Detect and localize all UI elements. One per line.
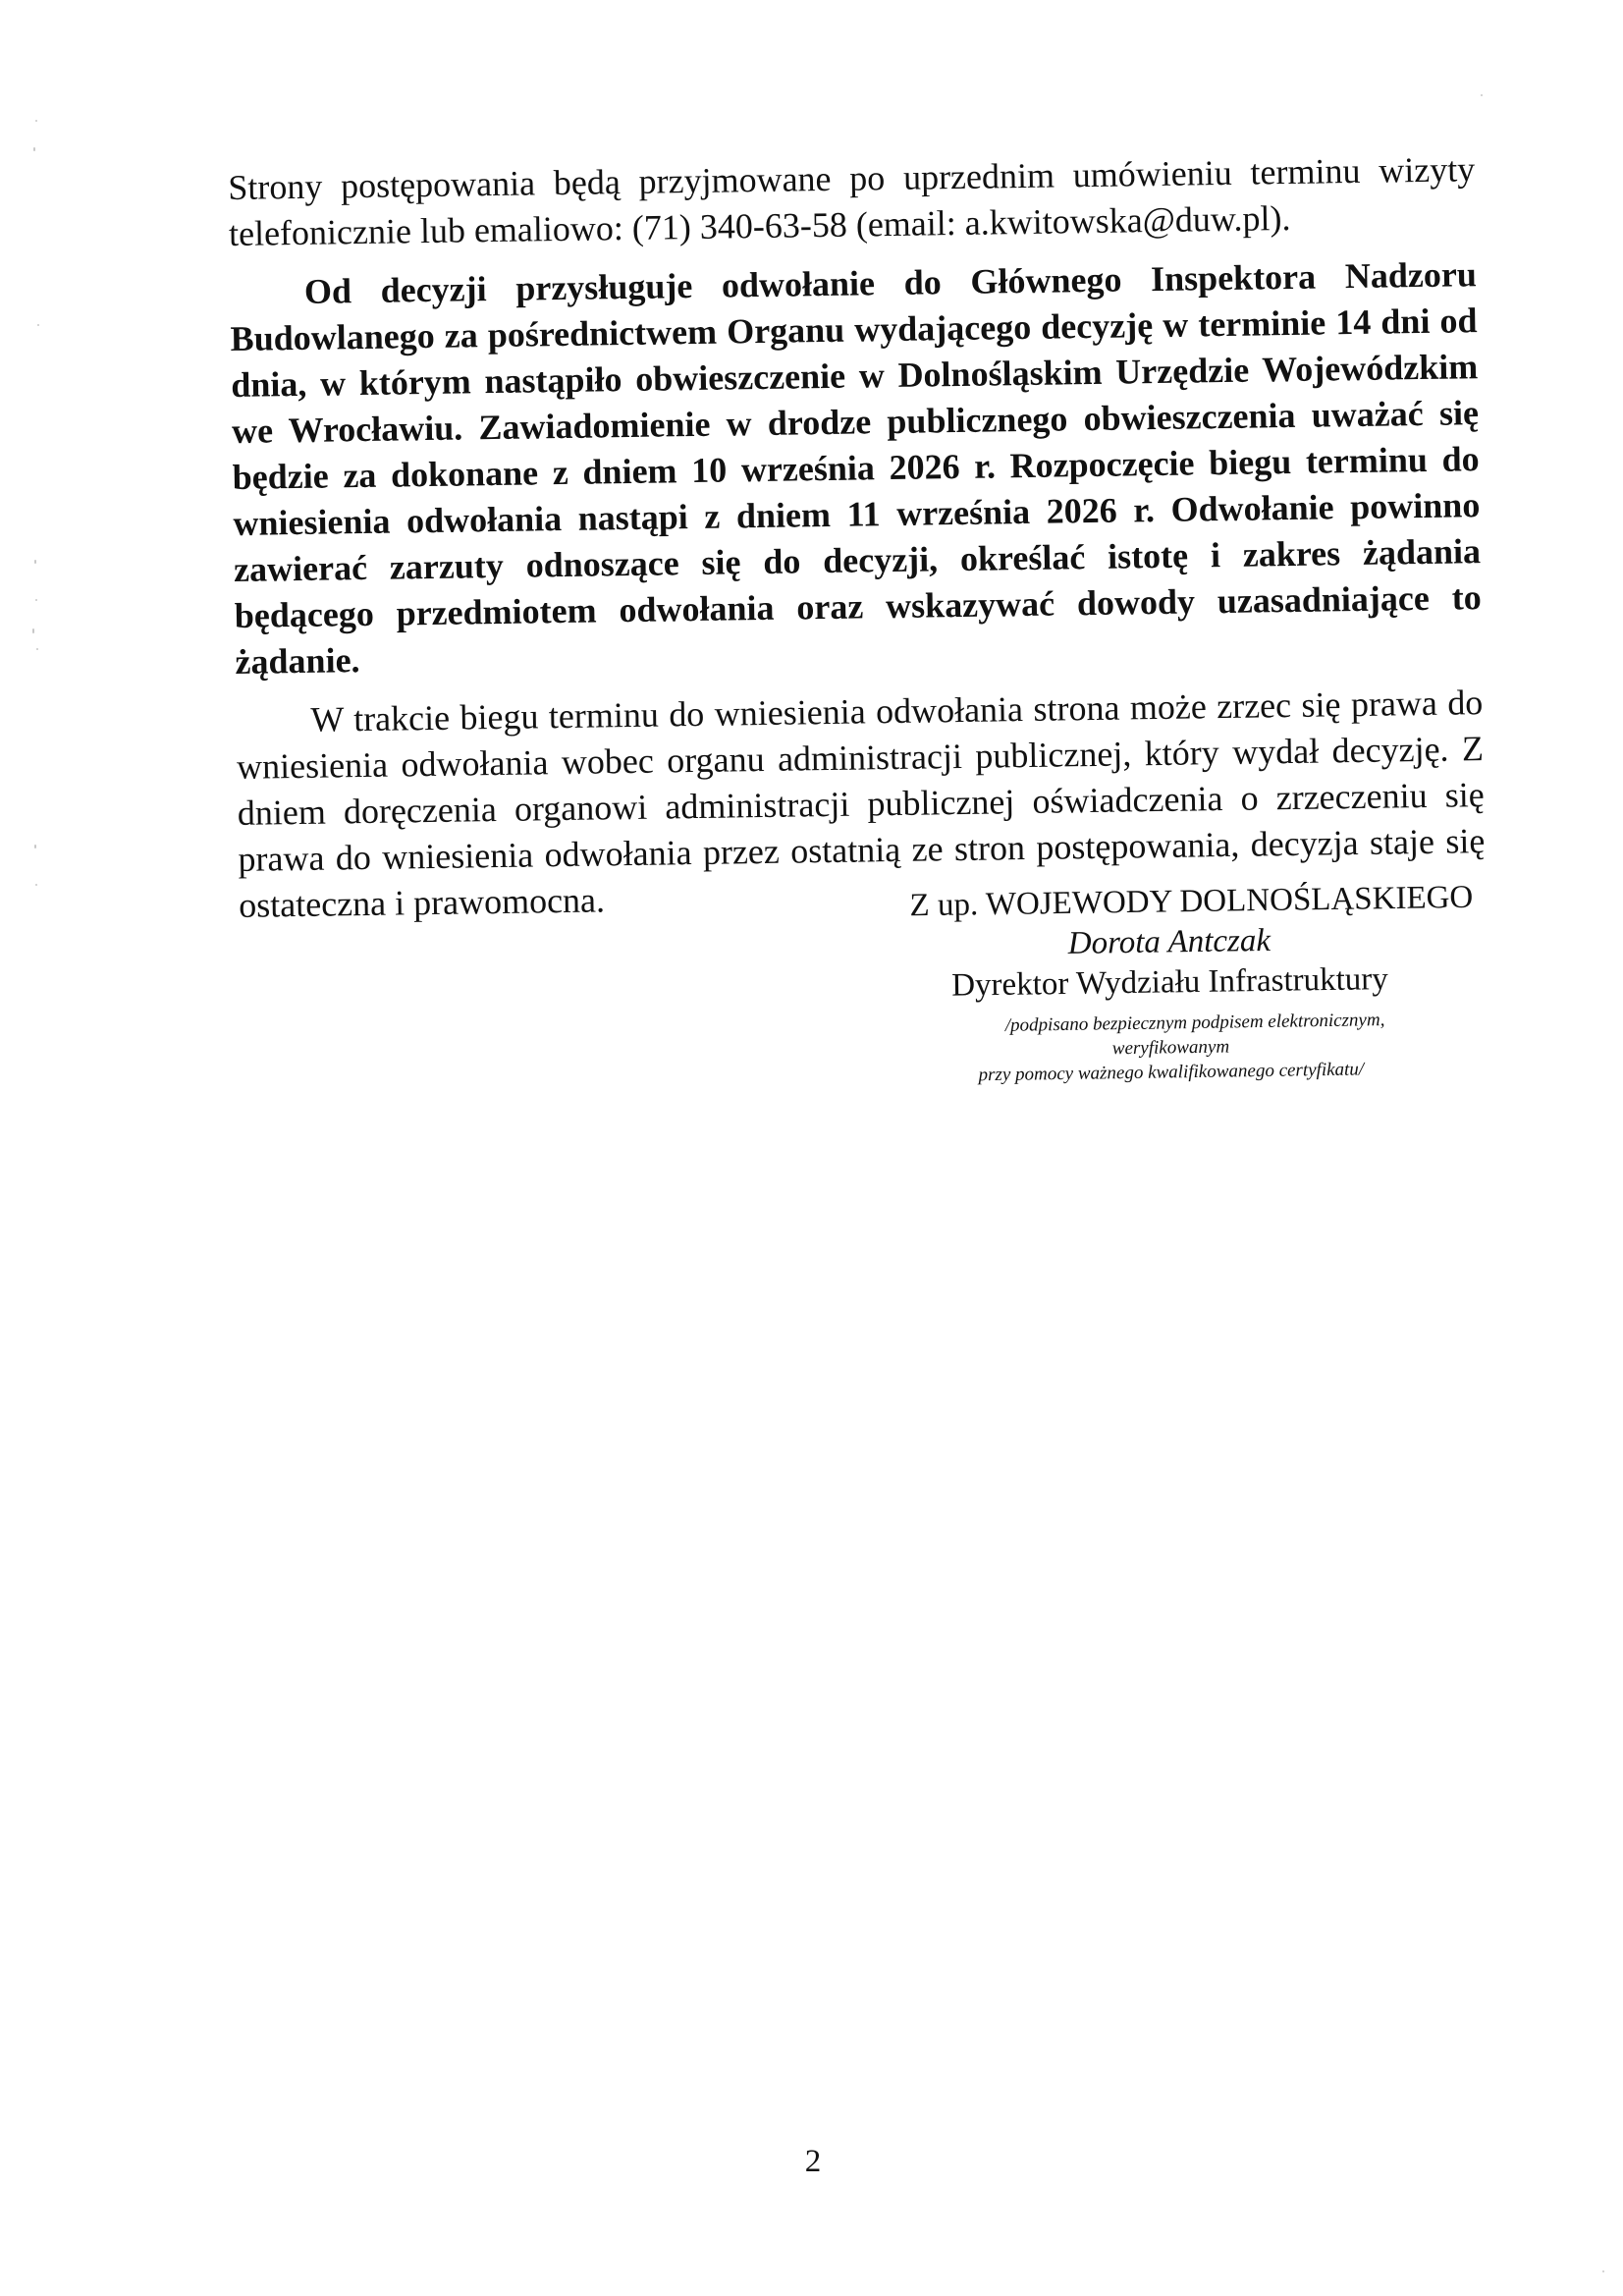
signature-block [864, 877, 1476, 1089]
page-number: 2 [804, 2144, 822, 2179]
scan-speck [37, 324, 39, 326]
scan-speck [32, 629, 34, 633]
signatory-name: Dorota Antczak [1067, 922, 1271, 961]
document-body [228, 146, 1486, 929]
appeal-paragraph: Od decyzji przysługuje odwołanie do Głównego Inspektora Nadzoru Budowlanego za pośrednictwem Organu wydającego decyzję w terminie 14 dni od dnia, w którym nastąpiło obwieszczenie w Dolnośląskim Urzędzie Wojewódzkim we Wrocławiu. Zawiadomienie w drodze publicznego obwieszczenia uważać się będzie za dokonane z dniem 10 września 2026 r. Rozpoczęcie biegu terminu do wniesienia odwołania nastąpi z dniem 11 września 2026 r. Odwołanie powinno zawierać zarzuty odnoszące się do decyzji, określać istotę i zakres żądania będącego przedmiotem odwołania oraz wskazywać dowody uzasadniające to żądanie. [230, 254, 1482, 682]
scan-speck [1602, 2270, 1604, 2272]
scan-speck [34, 560, 36, 564]
signature-note-line-2: weryfikowanym [1111, 1036, 1230, 1060]
scan-speck [33, 147, 35, 151]
waiver-paragraph: W trakcie biegu terminu do wniesienia odwołania strona może zrzec się prawa do wniesienia odwołania wobec organu administracji publicznej, który wydał decyzję. Z dniem doręczenia organowi administracji publicznej oświadczenia o zrzeczeniu się prawa do wniesienia odwołania przez ostatnią ze stron postępowania, decyzja staje się ostateczna i prawomocna. [236, 683, 1486, 925]
signature-authority: Z up. WOJEWODY DOLNOŚLĄSKIEGO [909, 879, 1474, 924]
scan-speck [35, 884, 37, 886]
scan-speck [1481, 94, 1483, 96]
signature-note-line-3: przy pomocy ważnego kwalifikowanego certyfikatu/ [978, 1059, 1365, 1086]
scan-speck [34, 845, 36, 848]
scan-speck [35, 120, 37, 122]
scan-speck [35, 599, 37, 601]
signature-note-line-1: /podpisano bezpiecznym podpisem elektronicznym, [1004, 1010, 1385, 1036]
scan-speck [36, 648, 38, 650]
contact-paragraph: Strony postępowania będą przyjmowane po uprzednim umówieniu terminu wizyty telefonicznie lub emaliowo: (71) 340-63-58 (email: a.kwitowska@duw.pl). [228, 149, 1476, 253]
signatory-title: Dyrektor Wydziału Infrastruktury [950, 961, 1389, 1004]
